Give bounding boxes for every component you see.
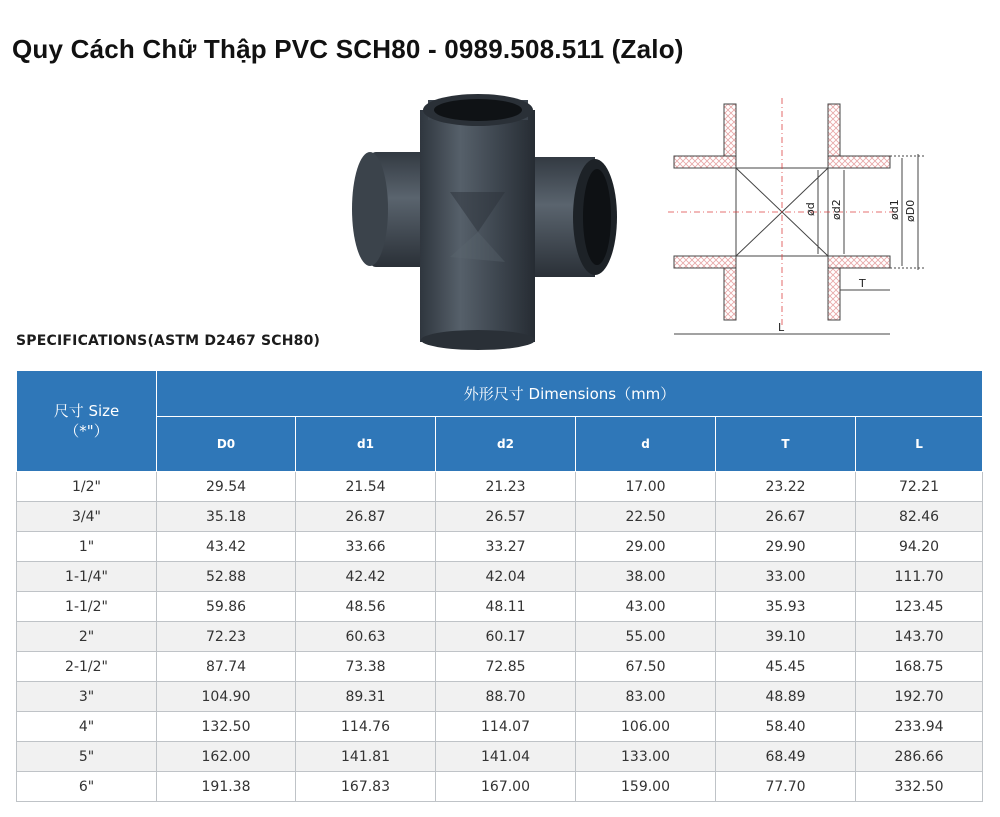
dimension-cell: 133.00 xyxy=(576,742,716,772)
dimension-cell: 167.83 xyxy=(296,772,436,802)
dimension-cell: 33.27 xyxy=(436,532,576,562)
dimension-cell: 60.17 xyxy=(436,622,576,652)
table-row xyxy=(17,592,983,622)
size-cell: 4" xyxy=(17,712,157,742)
dimension-cell: 192.70 xyxy=(856,682,983,712)
table-row xyxy=(17,622,983,652)
col-header-d1: d1 xyxy=(296,417,436,472)
table-row xyxy=(17,772,983,802)
dimension-cell: 29.54 xyxy=(157,472,296,502)
page-title: Quy Cách Chữ Thập PVC SCH80 - 0989.508.511 (Zalo) xyxy=(12,34,684,64)
dimension-cell: 72.21 xyxy=(856,472,983,502)
dimension-cell: 94.20 xyxy=(856,532,983,562)
dimension-cell: 58.40 xyxy=(716,712,856,742)
size-cell: 2-1/2" xyxy=(17,652,157,682)
dimension-cell: 167.00 xyxy=(436,772,576,802)
table-row xyxy=(17,652,983,682)
dimension-cell: 89.31 xyxy=(296,682,436,712)
dimension-cell: 22.50 xyxy=(576,502,716,532)
dimension-cell: 168.75 xyxy=(856,652,983,682)
dimension-cell: 162.00 xyxy=(157,742,296,772)
dimension-cell: 42.04 xyxy=(436,562,576,592)
dimension-cell: 106.00 xyxy=(576,712,716,742)
dimension-cell: 48.11 xyxy=(436,592,576,622)
size-header xyxy=(17,371,157,472)
dimension-cell: 23.22 xyxy=(716,472,856,502)
dimension-cell: 159.00 xyxy=(576,772,716,802)
dimension-cell: 26.57 xyxy=(436,502,576,532)
dimension-cell: 26.67 xyxy=(716,502,856,532)
dimension-cell: 29.00 xyxy=(576,532,716,562)
label-d1: ød1 xyxy=(888,199,901,220)
dimension-cell: 33.00 xyxy=(716,562,856,592)
dimension-cell: 35.93 xyxy=(716,592,856,622)
dimension-cell: 114.76 xyxy=(296,712,436,742)
dimension-cell: 48.89 xyxy=(716,682,856,712)
size-cell: 3" xyxy=(17,682,157,712)
dimension-cell: 143.70 xyxy=(856,622,983,652)
dimension-cell: 332.50 xyxy=(856,772,983,802)
dimension-cell: 72.23 xyxy=(157,622,296,652)
dimension-cell: 67.50 xyxy=(576,652,716,682)
dimension-cell: 123.45 xyxy=(856,592,983,622)
size-cell: 5" xyxy=(17,742,157,772)
label-d: ød xyxy=(804,202,817,216)
dimension-cell: 55.00 xyxy=(576,622,716,652)
table-row xyxy=(17,562,983,592)
dimension-cell: 35.18 xyxy=(157,502,296,532)
size-cell: 1-1/4" xyxy=(17,562,157,592)
label-l: L xyxy=(778,321,785,334)
dimension-cell: 191.38 xyxy=(157,772,296,802)
col-header-d: d xyxy=(576,417,716,472)
dimension-cell: 132.50 xyxy=(157,712,296,742)
size-cell: 3/4" xyxy=(17,502,157,532)
table-row xyxy=(17,532,983,562)
dimension-cell: 33.66 xyxy=(296,532,436,562)
dimension-cell: 83.00 xyxy=(576,682,716,712)
table-row xyxy=(17,472,983,502)
dimension-cell: 52.88 xyxy=(157,562,296,592)
dimension-cell: 39.10 xyxy=(716,622,856,652)
size-cell: 1/2" xyxy=(17,472,157,502)
size-header-line2: （*"） xyxy=(64,422,109,440)
dimension-cell: 141.81 xyxy=(296,742,436,772)
dimension-cell: 26.87 xyxy=(296,502,436,532)
label-d2: ød2 xyxy=(830,199,843,220)
size-cell: 2" xyxy=(17,622,157,652)
size-cell: 1-1/2" xyxy=(17,592,157,622)
dimension-cell: 233.94 xyxy=(856,712,983,742)
dimension-cell: 111.70 xyxy=(856,562,983,592)
dimension-cell: 42.42 xyxy=(296,562,436,592)
dimension-cell: 29.90 xyxy=(716,532,856,562)
dimension-cell: 21.23 xyxy=(436,472,576,502)
dimension-cell: 38.00 xyxy=(576,562,716,592)
col-header-l: L xyxy=(856,417,983,472)
dimension-cell: 77.70 xyxy=(716,772,856,802)
dimension-cell: 60.63 xyxy=(296,622,436,652)
table-row xyxy=(17,712,983,742)
dimension-cell: 48.56 xyxy=(296,592,436,622)
size-cell: 1" xyxy=(17,532,157,562)
size-cell: 6" xyxy=(17,772,157,802)
dimension-cell: 45.45 xyxy=(716,652,856,682)
dimensions-header: 外形尺寸 Dimensions（mm） xyxy=(157,371,983,417)
spec-heading: SPECIFICATIONS(ASTM D2467 SCH80) xyxy=(16,333,321,349)
pvc-cross-photo xyxy=(340,82,620,352)
col-header-d2: d2 xyxy=(436,417,576,472)
dimension-cell: 104.90 xyxy=(157,682,296,712)
label-t: T xyxy=(859,277,866,290)
dimension-cell: 286.66 xyxy=(856,742,983,772)
dimension-cell: 59.86 xyxy=(157,592,296,622)
dimension-cell: 87.74 xyxy=(157,652,296,682)
dimension-cell: 43.42 xyxy=(157,532,296,562)
dimension-cell: 141.04 xyxy=(436,742,576,772)
dimension-cell: 114.07 xyxy=(436,712,576,742)
dimension-cell: 21.54 xyxy=(296,472,436,502)
col-header-t: T xyxy=(716,417,856,472)
table-row xyxy=(17,742,983,772)
dimension-cell: 88.70 xyxy=(436,682,576,712)
dimension-cell: 73.38 xyxy=(296,652,436,682)
dimension-cell: 17.00 xyxy=(576,472,716,502)
table-row xyxy=(17,682,983,712)
dimension-cell: 68.49 xyxy=(716,742,856,772)
specs-table xyxy=(16,370,983,802)
table-row xyxy=(17,502,983,532)
size-header-line1: 尺寸 Size xyxy=(53,402,120,420)
dimension-cell: 72.85 xyxy=(436,652,576,682)
cross-technical-drawing xyxy=(668,98,998,348)
dimension-cell: 82.46 xyxy=(856,502,983,532)
label-d0: øD0 xyxy=(904,199,917,222)
col-header-d0: D0 xyxy=(157,417,296,472)
dimension-cell: 43.00 xyxy=(576,592,716,622)
